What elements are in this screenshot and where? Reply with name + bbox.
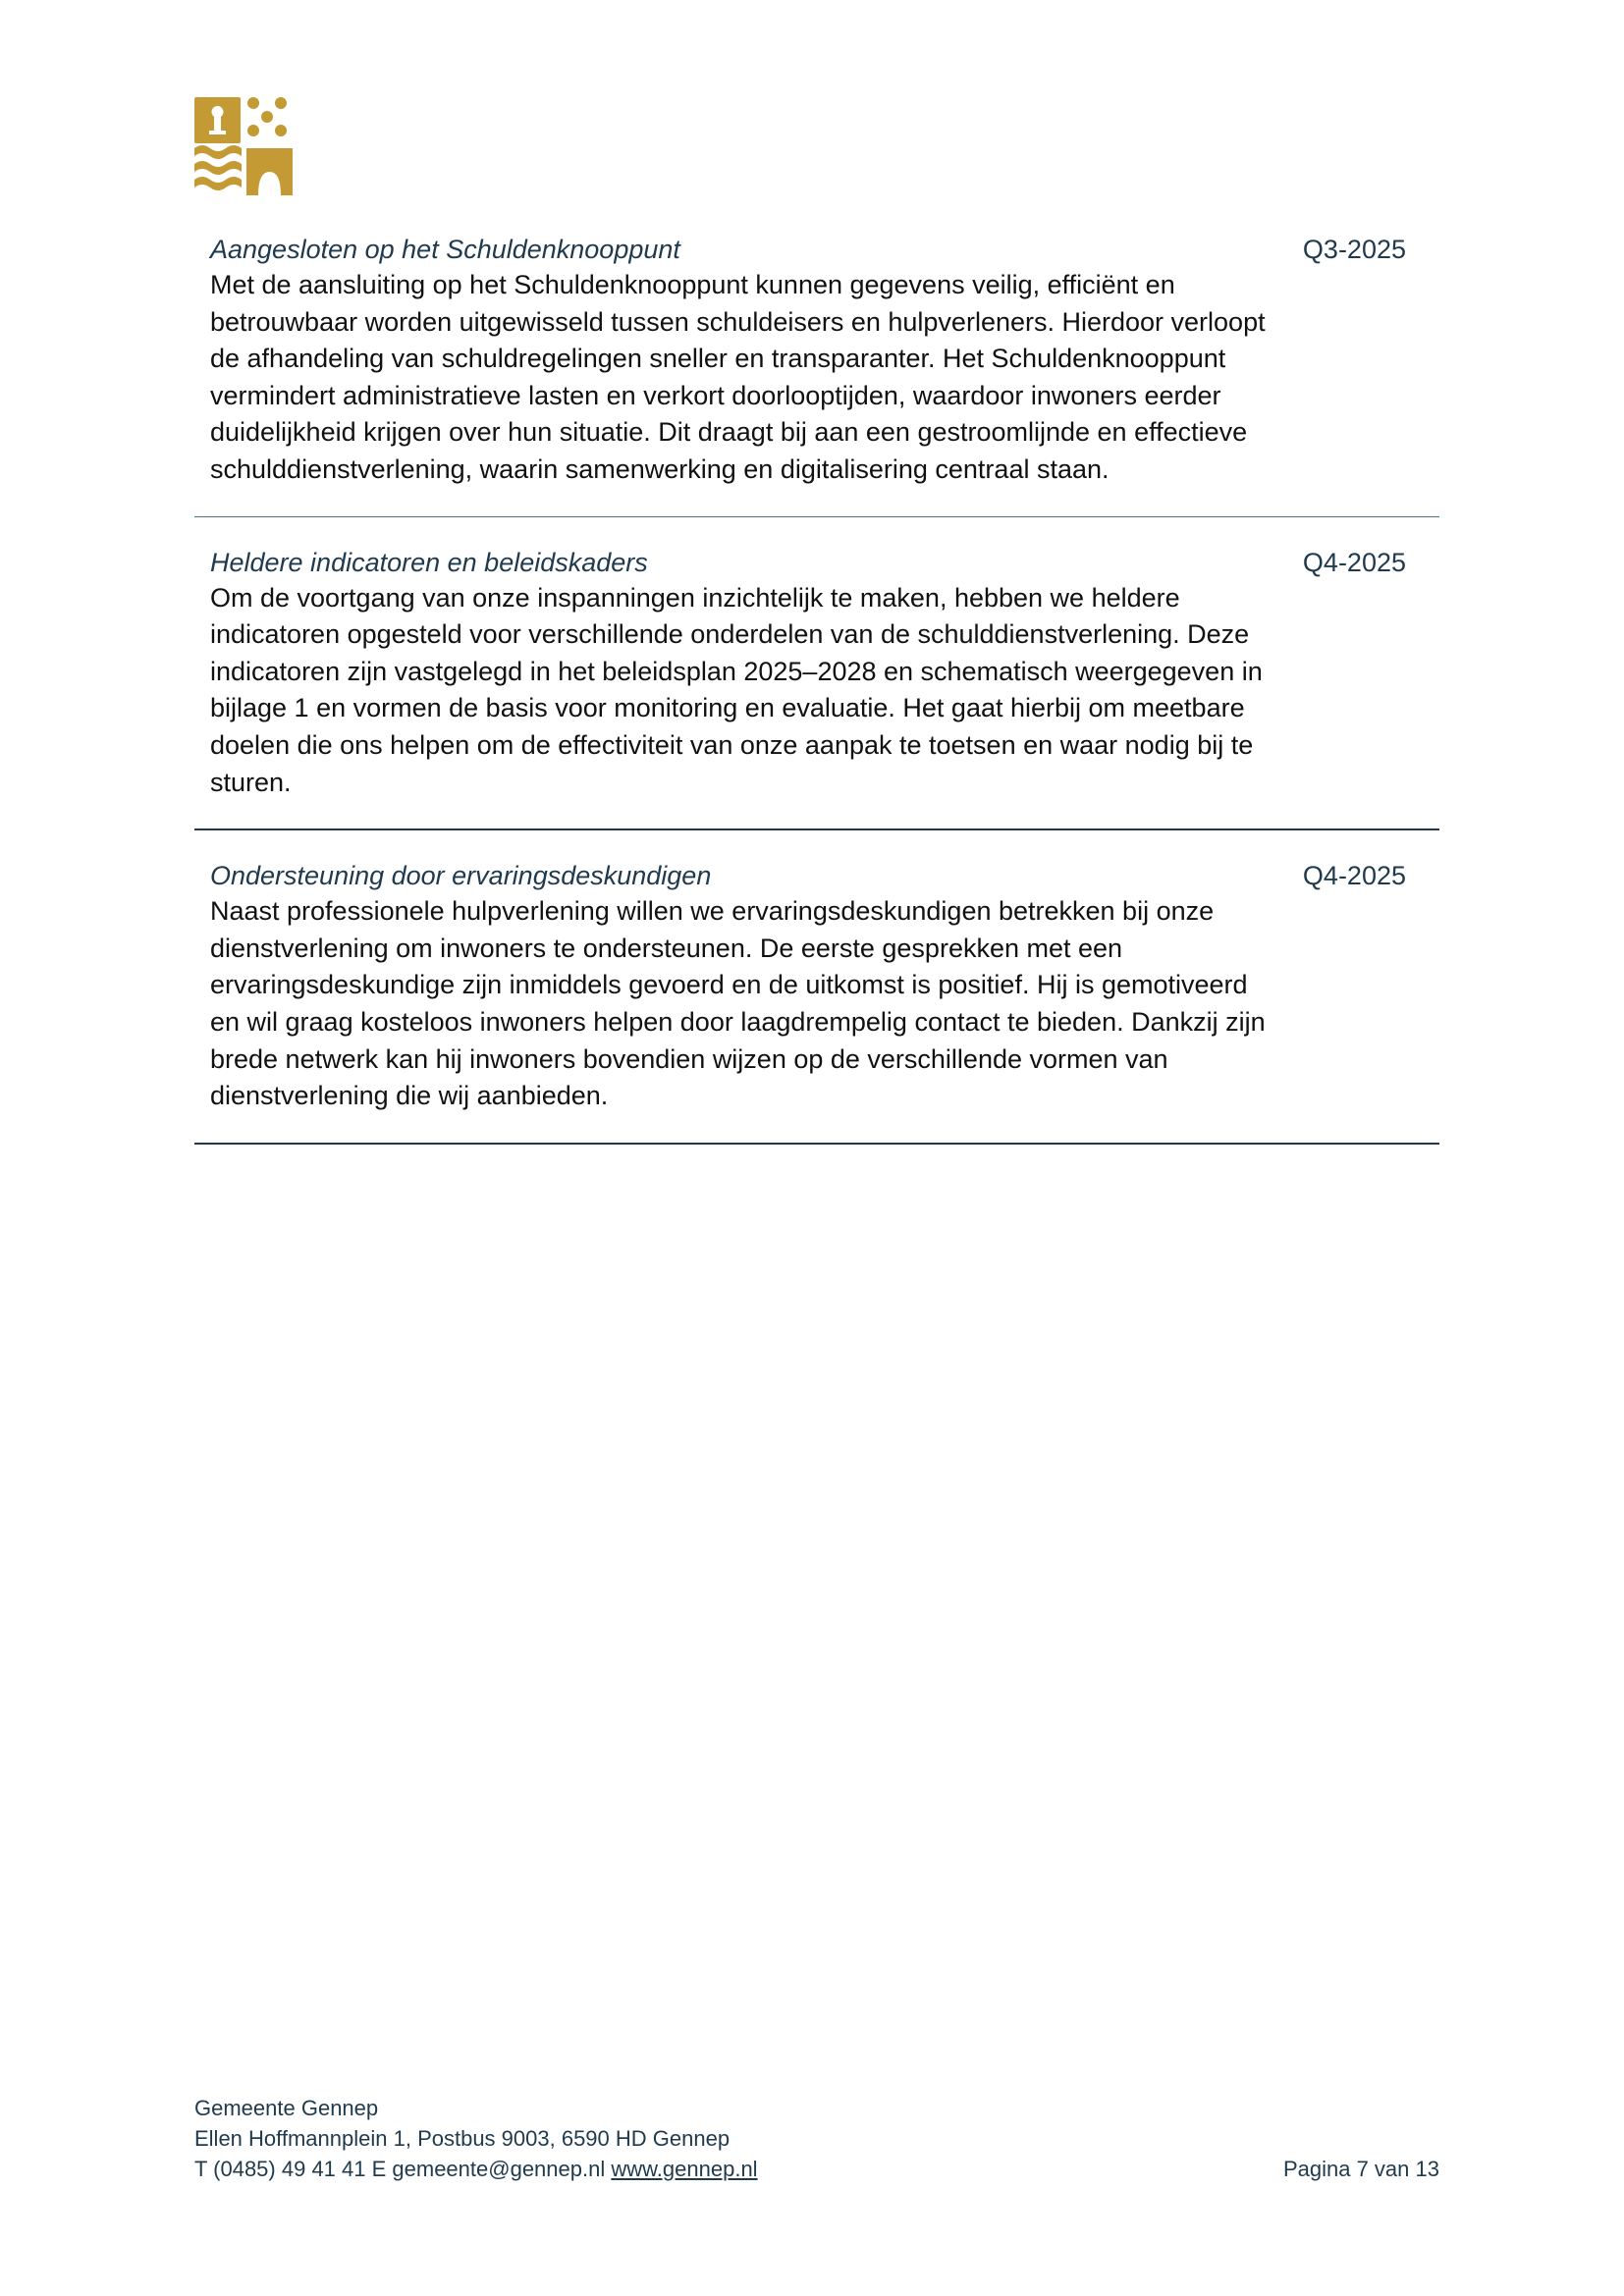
page-number: Pagina 7 van 13 <box>1282 2157 1439 2181</box>
footer-website-link[interactable]: www.gennep.nl <box>611 2157 758 2181</box>
section-ervaringsdeskundigen <box>194 858 1439 1145</box>
page-footer <box>194 2093 1439 2184</box>
section-body: Naast professionele hulpverlening willen we ervaringsdeskundigen betrekken bij onze dienstverlening om inwoners te ondersteunen. De eerste gesprekken met een ervaringsdeskundige zijn inmiddels gevoerd en de uitkomst is positief. Hij is gemotiveerd en wil graag kosteloos inwoners helpen door laagdrempelig contact te bieden. Dankzij zijn brede netwerk kan hij inwoners bovendien wijzen op de verschillende vormen van dienstverlening die wij aanbieden. <box>210 896 1266 1111</box>
gennep-municipal-crest-icon <box>194 97 293 195</box>
section-title: Ondersteuning door ervaringsdeskundigen <box>210 861 712 891</box>
section-date: Q3-2025 <box>1302 235 1406 264</box>
gennep-logo <box>194 97 293 195</box>
section-schuldenknooppunt <box>194 232 1439 517</box>
section-date: Q4-2025 <box>1302 861 1406 891</box>
section-date: Q4-2025 <box>1302 547 1406 577</box>
footer-address: Ellen Hoffmannplein 1, Postbus 9003, 6590 HD Gennep <box>194 2126 731 2151</box>
section-body: Met de aansluiting op het Schuldenknooppunt kunnen gegevens veilig, efficiënt en betrouwbaar worden uitgewisseld tussen schuldeisers en hulpverleners. Hierdoor verloopt de afhandeling van schuldregelingen sneller en transparanter. Het Schuldenknooppunt vermindert administratieve lasten en verkort doorlooptijden, waardoor inwoners eerder duidelijkheid krijgen over hun situatie. Dit draagt bij aan een gestroomlijnde en effectieve schulddienstverlening, waarin samenwerking en digitalisering centraal staan. <box>210 270 1266 484</box>
footer-contact <box>194 2154 1439 2184</box>
section-indicatoren <box>194 545 1439 831</box>
section-title: Heldere indicatoren en beleidskaders <box>210 547 648 577</box>
section-body: Om de voortgang van onze inspanningen inzichtelijk te maken, hebben we heldere indicatoren opgesteld voor verschillende onderdelen van de schulddienstverlening. Deze indicatoren zijn vastgelegd in het beleidsplan 2025–2028 en schematisch weergegeven in bijlage 1 en vormen de basis voor monitoring en evaluatie. Het gaat hierbij om meetbare doelen die ons helpen om de effectiviteit van onze aanpak te toetsen en waar nodig bij te sturen. <box>210 582 1263 797</box>
section-title: Aangesloten op het Schuldenknooppunt <box>210 235 680 264</box>
footer-contact-details: T (0485) 49 41 41 E gemeente@gennep.nl <box>194 2157 606 2181</box>
document-content <box>194 232 1439 1172</box>
footer-org: Gemeente Gennep <box>194 2096 379 2120</box>
